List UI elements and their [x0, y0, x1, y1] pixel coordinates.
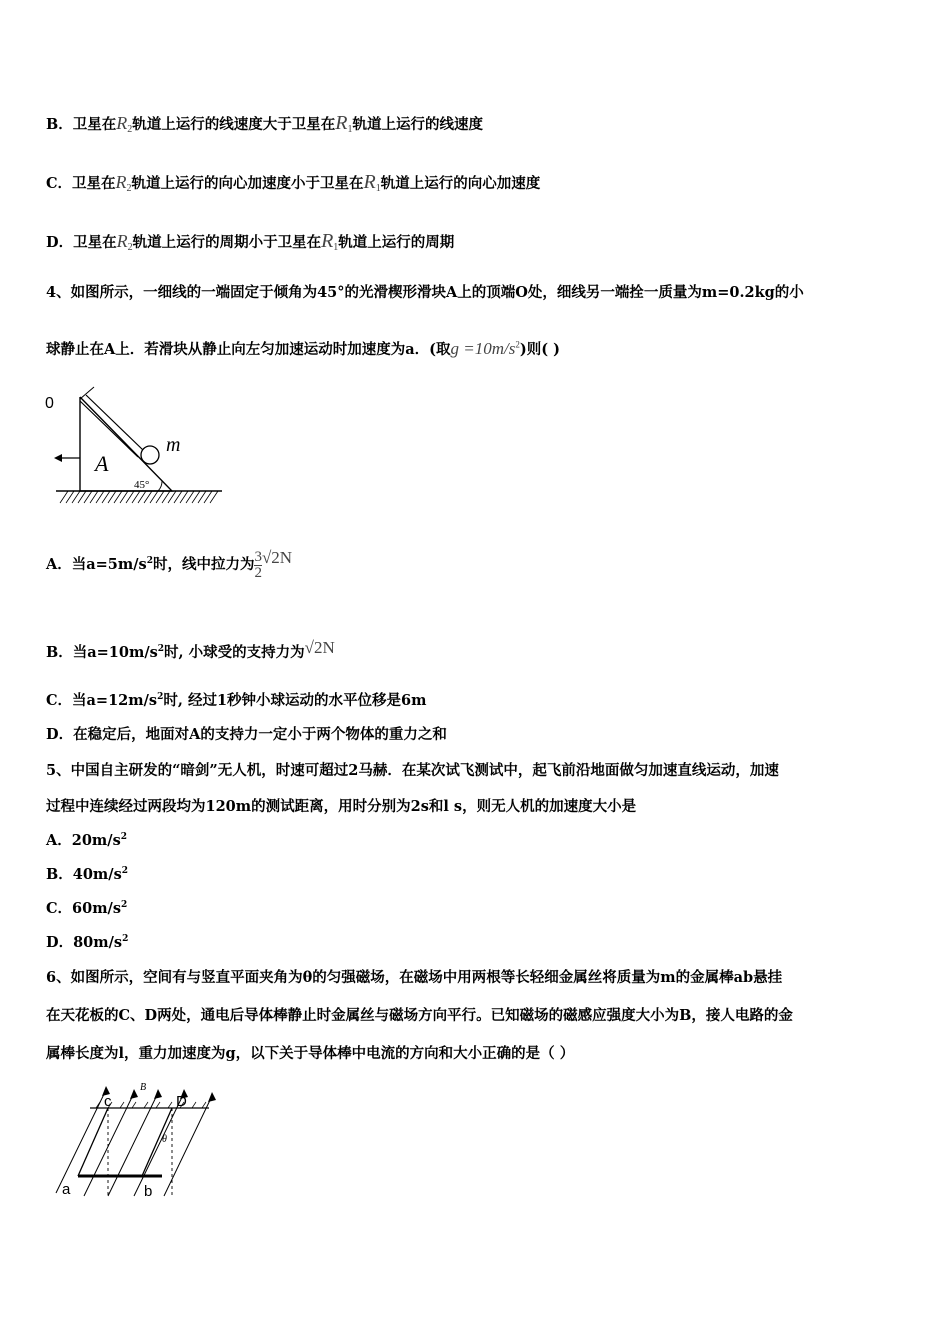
- field-b-label: B: [140, 1082, 147, 1093]
- q5-option-d: D．$80m/s^2$: [46, 934, 129, 951]
- wedge-label: A: [95, 451, 109, 476]
- q4-option-a: A．当$a=5m/s^2$时，线中拉力为 $\frac{3}{2}$ √2N: [46, 548, 293, 581]
- q5-option-b: B．$40m/s^2$: [46, 866, 129, 883]
- angle-label: 45°: [134, 479, 150, 491]
- end-b-label: b: [144, 1183, 153, 1200]
- mass-label: m: [166, 434, 181, 456]
- q4-option-b: B．当$a=10m/s^2$时, 小球受的支持力为√2N: [46, 638, 335, 661]
- q6-stem-line1: 6、如图所示，空间有与竖直平面夹角为θ的匀强磁场，在磁场中用两根等长轻细金属丝将质量为m的金属棒ab悬挂: [46, 969, 783, 986]
- q4-stem-line1: 4、如图所示，一细线的一端固定于倾角为45°的光滑楔形滑块A上的顶端O处，细线另一端拴一质量为m=0.2kg的小: [46, 284, 804, 301]
- wire-c: [78, 1108, 108, 1176]
- q3-option-b: B．卫星在$R_2$轨道上运行的线速度大于卫星在$R_1$轨道上运行的线速度: [46, 112, 483, 135]
- q3-option-d: D．卫星在$R_2$轨道上运行的周期小于卫星在$R_1$轨道上运行的周期: [46, 230, 455, 253]
- point-c-label: c: [104, 1093, 112, 1110]
- q4-option-c: C．当$a=12m/s^2$时, 经过1秒钟小球运动的水平位移是6m: [46, 692, 427, 709]
- field-lines: [56, 1090, 212, 1196]
- point-d-label: D: [176, 1093, 187, 1110]
- q4-stem-line2: 球静止在A上．若滑块从静止向左匀加速运动时加速度为a．(取$g =10m/s^2$)则( ): [46, 339, 560, 358]
- wedge-figure: [45, 385, 230, 510]
- wedge-outline: [80, 397, 172, 491]
- q5-stem-line2: 过程中连续经过两段均为120m的测试距离，用时分别为2s和l s，则无人机的加速度大小是: [46, 798, 637, 815]
- q5-stem-line1: 5、中国自主研发的“暗剑”无人机，时速可超过2马赫．在某次试飞测试中，起飞前沿地面做匀加速直线运动，加速: [46, 762, 779, 779]
- q4-option-d: D．在稳定后，地面对A的支持力一定小于两个物体的重力之和: [46, 726, 447, 743]
- end-a-label: a: [62, 1181, 71, 1198]
- wire-d: [142, 1108, 172, 1176]
- fraction: $\frac{3}{2}$: [254, 548, 262, 581]
- point-o-label: 0: [45, 395, 54, 412]
- magnetic-field-figure: [44, 1078, 219, 1203]
- ground-hatch: [60, 491, 218, 503]
- ball: [141, 446, 159, 464]
- string-line: [86, 395, 144, 451]
- theta-label: θ: [162, 1134, 167, 1145]
- q6-stem-line2: 在天花板的C、D两处，通电后导体棒静止时金属丝与磁场方向平行。已知磁场的磁感应强度大小为B，接人电路的金: [46, 1007, 793, 1024]
- q5-option-a: A．$20m/s^2$: [46, 832, 127, 849]
- q6-stem-line3: 属棒长度为l，重力加速度为g，以下关于导体棒中电流的方向和大小正确的是（ ）: [46, 1045, 575, 1062]
- q5-option-c: C．$60m/s^2$: [46, 900, 128, 917]
- q3-option-c: C．卫星在$R_2$轨道上运行的向心加速度小于卫星在$R_1$轨道上运行的向心加速度: [46, 171, 541, 194]
